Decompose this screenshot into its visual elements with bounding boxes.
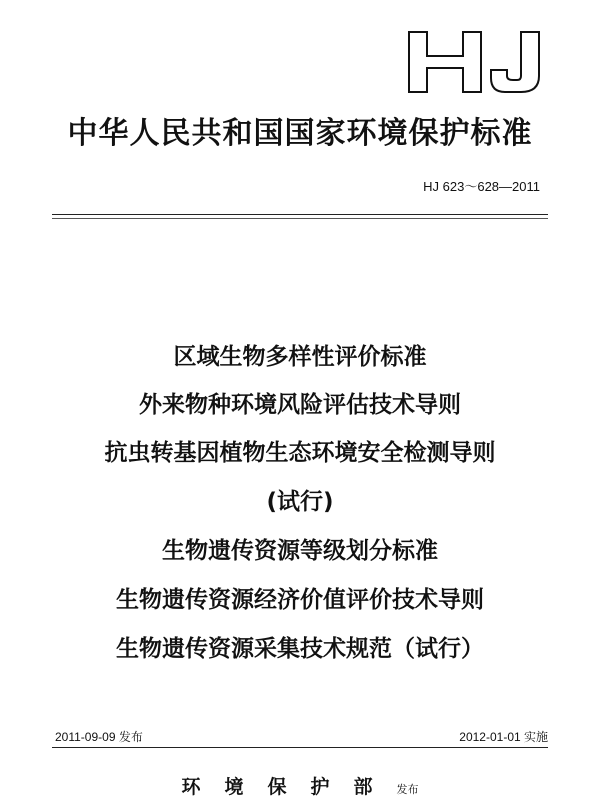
publisher: 环境保护部 <box>181 776 397 798</box>
doc-title-5: 生物遗传资源经济价值评价技术导则 <box>116 587 484 613</box>
org-title: 中华人民共和国国家环境保护标准 <box>67 116 533 151</box>
header-divider-thin <box>52 218 548 219</box>
header-divider <box>52 214 548 215</box>
doc-title-2: 外来物种环境风险评估技术导则 <box>139 392 461 418</box>
implement-date: 2012-01-01 实施 <box>459 730 548 744</box>
doc-title-3: 抗虫转基因植物生态环境安全检测导则 <box>104 440 496 466</box>
footer-divider <box>52 747 548 748</box>
publisher-row <box>0 772 600 799</box>
doc-title-1: 区域生物多样性评价标准 <box>173 344 427 370</box>
doc-title-6: 生物遗传资源采集技术规范（试行） <box>116 636 484 662</box>
hj-logo <box>405 28 545 96</box>
issue-date: 2011-09-09 发布 <box>55 730 143 744</box>
doc-title-3-note: (试行) <box>266 489 334 515</box>
standard-code: HJ 623～628—2011 <box>423 179 540 194</box>
publish-word: 发布 <box>396 783 419 796</box>
doc-title-4: 生物遗传资源等级划分标准 <box>162 538 438 564</box>
